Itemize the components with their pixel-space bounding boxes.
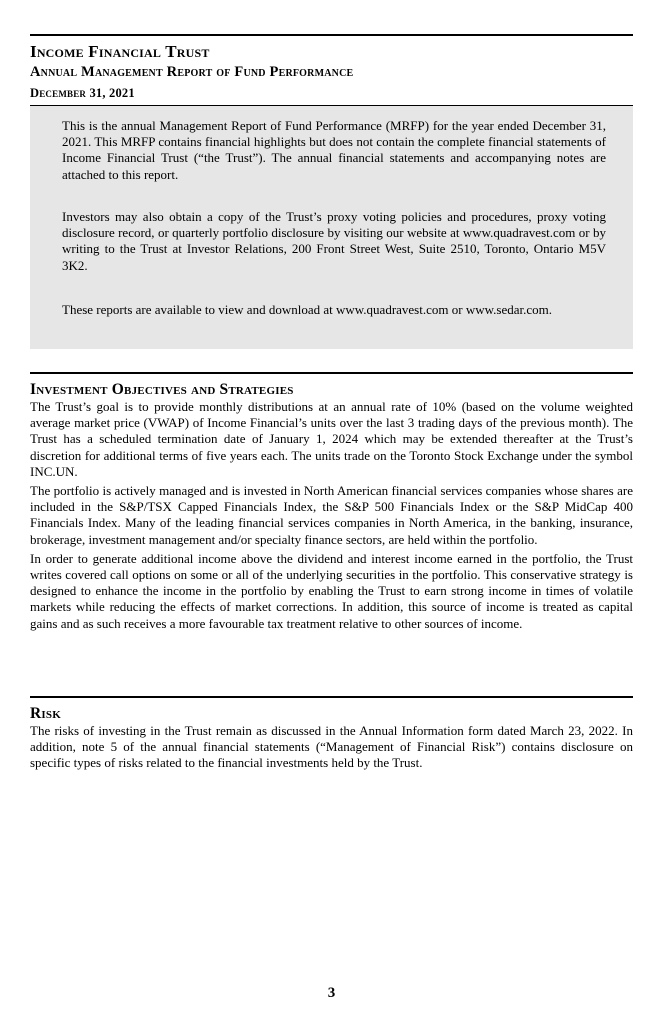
section-heading-risk: Risk: [30, 705, 61, 722]
body-paragraph: The Trust’s goal is to provide monthly distributions at an annual rate of 10% (based on the volume weighted average market price (VWAP) of Income Financial’s units over the last 3 trading days of the previous month). The Trust has a scheduled termination date of January 1, 2024 which may be extended thereafter at the Trust’s discretion for additional terms of five years each. The units trade on the Toronto Stock Exchange under the symbol INC.UN.: [30, 399, 633, 479]
section-body-investment-objectives: [30, 399, 633, 635]
section-rule: [30, 372, 633, 374]
section-rule: [30, 696, 633, 698]
intro-paragraph: These reports are available to view and download at www.quadravest.com or www.sedar.com.: [62, 302, 552, 317]
section-body-risk: [30, 723, 633, 775]
section-heading-investment-objectives: Investment Objectives and Strategies: [30, 381, 294, 398]
report-date: December 31, 2021: [30, 86, 135, 100]
fund-name-heading: Income Financial Trust: [30, 42, 210, 61]
header-top-rule: [30, 34, 633, 36]
body-paragraph: The portfolio is actively managed and is invested in North American financial services companies whose shares are included in the S&P/TSX Capped Financials Index, the S&P 500 Financials Index or the S&P MidCap 400 Financials Index. Many of the leading financial services companies in North America, in the banking, insurance, brokerage, investment management and/or specialty finance sectors, are held within the portfolio.: [30, 483, 633, 547]
body-paragraph: The risks of investing in the Trust remain as discussed in the Annual Information form dated March 23, 2022. In addition, note 5 of the annual financial statements (“Management of Financial Risk”) contains disclosure on specific types of risks related to the financial investments held by the Trust.: [30, 723, 633, 771]
intro-box: [30, 106, 633, 349]
intro-paragraph: Investors may also obtain a copy of the Trust’s proxy voting policies and procedures, proxy voting disclosure record, or quarterly portfolio disclosure by visiting our website at www.quadravest.com or by writing to the Trust at Investor Relations, 200 Front Street West, Suite 2510, Toronto, Ontario M5V 3K2.: [62, 209, 606, 273]
report-title-heading: Annual Management Report of Fund Performance: [30, 64, 354, 80]
intro-paragraph: This is the annual Management Report of Fund Performance (MRFP) for the year ended December 31, 2021. This MRFP contains financial highlights but does not contain the complete financial statements of Income Financial Trust (“the Trust”). The annual financial statements and accompanying notes are attached to this report.: [62, 118, 606, 182]
report-page: [30, 0, 633, 1024]
page-number: 3: [327, 985, 336, 1001]
body-paragraph: In order to generate additional income above the dividend and interest income earned in the portfolio, the Trust writes covered call options on some or all of the underlying securities in the portfolio. This conservative strategy is designed to enhance the income in the portfolio by enabling the Trust to earn strong income in times of volatile markets while reducing the effects of market corrections. In addition, this source of income is treated as capital gains and as such receives a more favourable tax treatment relative to other sources of income.: [30, 550, 633, 631]
